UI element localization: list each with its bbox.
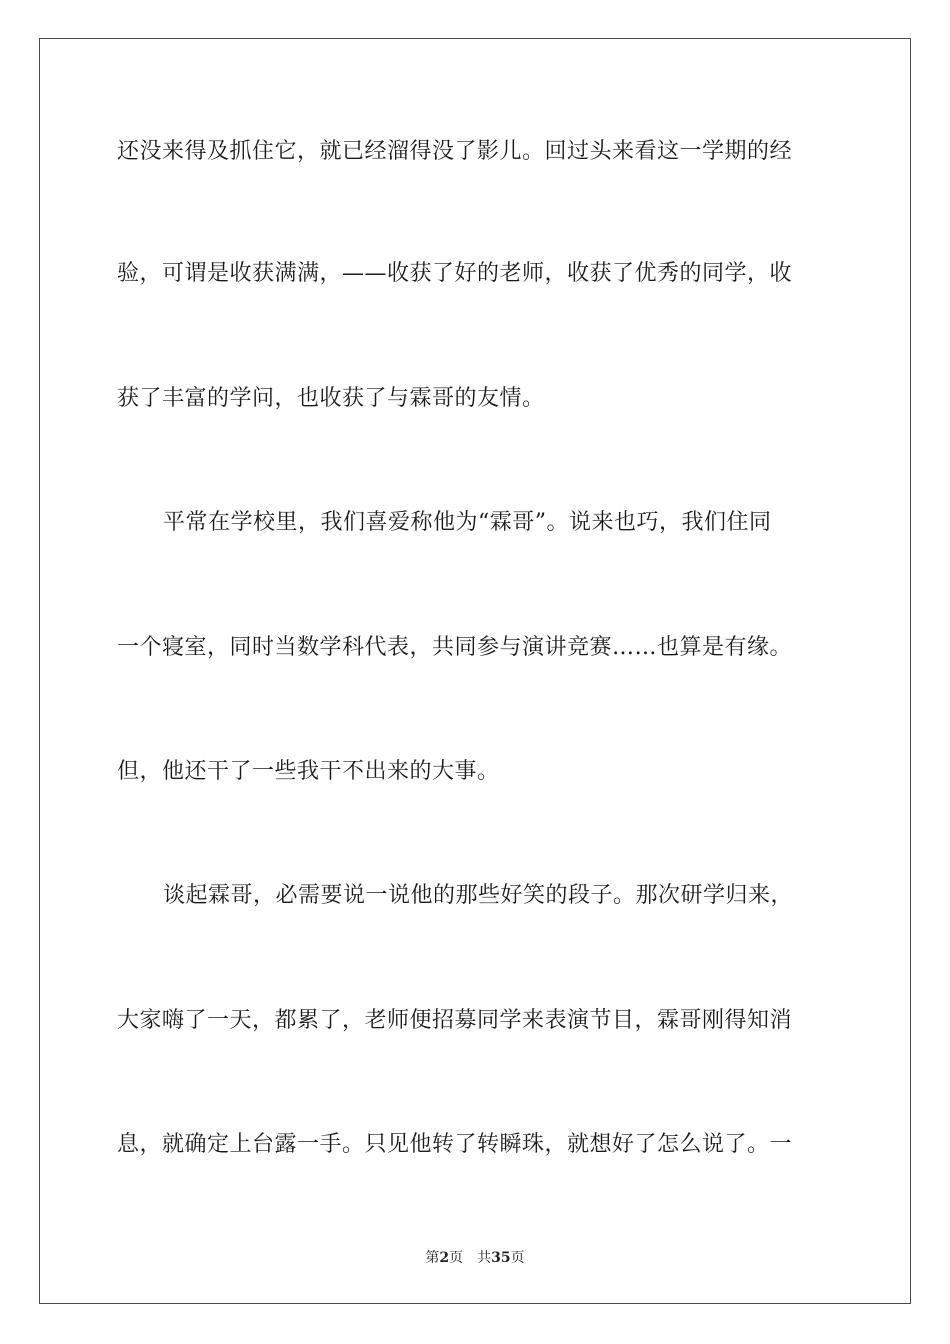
text-line-1: 还没来得及抓住它，就已经溜得没了影儿。回过头来看这一学期的经 bbox=[117, 139, 793, 164]
text-line-6: 但，他还干了一些我干不出来的大事。 bbox=[117, 759, 500, 784]
page-number: 2 bbox=[439, 1250, 450, 1266]
page-suffix: 页 bbox=[449, 1250, 464, 1266]
text-line-8: 大家嗨了一天，都累了，老师便招募同学来表演节目，霖哥刚得知消 bbox=[117, 1008, 793, 1033]
text-line-7: 谈起霖哥，必需要说一说他的那些好笑的段子。那次研学归来， bbox=[163, 883, 794, 908]
text-line-2: 验，可谓是收获满满，——收获了好的老师，收获了优秀的同学，收 bbox=[117, 261, 793, 286]
text-line-4: 平常在学校里，我们喜爱称他为“霖哥”。说来也巧，我们住同 bbox=[163, 510, 772, 535]
text-line-5: 一个寝室，同时当数学科代表，共同参与演讲竞赛……也算是有缘。 bbox=[117, 635, 793, 660]
text-line-9: 息，就确定上台露一手。只见他转了转瞬珠，就想好了怎么说了。一 bbox=[117, 1132, 793, 1157]
total-prefix: 共 bbox=[477, 1250, 492, 1266]
total-suffix: 页 bbox=[510, 1250, 525, 1266]
page-border bbox=[39, 38, 911, 1304]
page-prefix: 第 bbox=[425, 1250, 440, 1266]
page-footer bbox=[0, 1248, 950, 1268]
total-pages: 35 bbox=[491, 1250, 511, 1266]
text-line-3: 获了丰富的学问，也收获了与霖哥的友情。 bbox=[117, 386, 545, 411]
